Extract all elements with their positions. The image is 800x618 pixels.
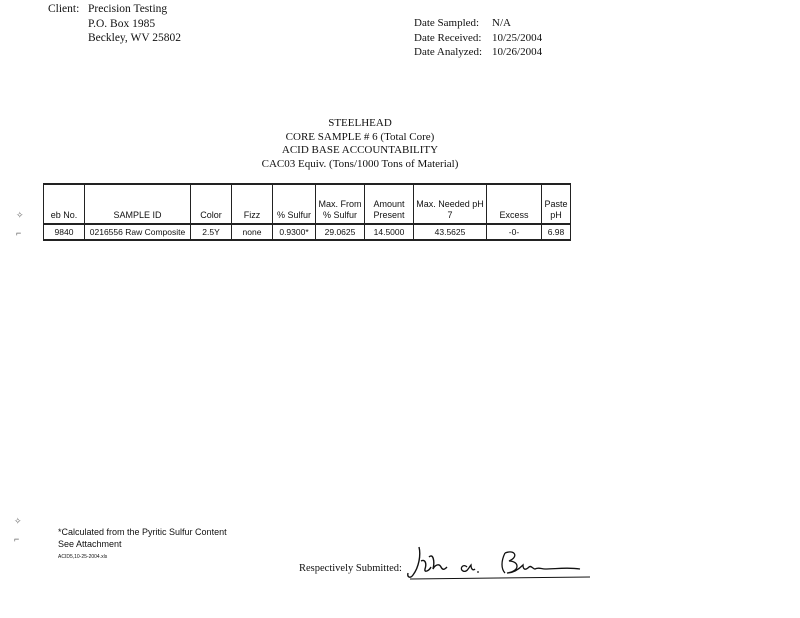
- col-paste-ph: Paste pH: [542, 184, 571, 224]
- col-fizz: Fizz: [232, 184, 273, 224]
- client-address-line-2: Beckley, WV 25802: [88, 32, 182, 44]
- footnote-line-2: See Attachment: [58, 538, 122, 549]
- margin-mark: ✧: [14, 516, 22, 526]
- table-header-row: [44, 184, 571, 224]
- col-sulfur: % Sulfur: [273, 184, 316, 224]
- submitted-label: Respectively Submitted:: [299, 563, 402, 574]
- date-block: [414, 16, 542, 60]
- col-amount-present: Amount Present: [365, 184, 414, 224]
- col-color: Color: [191, 184, 232, 224]
- client-block: [48, 2, 181, 46]
- margin-mark: ⌐: [16, 228, 22, 238]
- cell-max-from-sulfur: 29.0625: [316, 224, 365, 240]
- margin-mark: ⌐: [14, 534, 20, 544]
- date-sampled-label: Date Sampled:: [414, 17, 480, 29]
- margin-mark: ✧: [16, 210, 24, 220]
- project-title: STEELHEAD: [328, 117, 392, 129]
- file-reference: ACID5,10-25-2004.xls: [58, 554, 108, 560]
- col-sample-id: SAMPLE ID: [85, 184, 191, 224]
- date-sampled-value: N/A: [492, 17, 511, 29]
- client-label: Client:: [48, 3, 80, 15]
- cell-sample-id: 0216556 Raw Composite: [85, 224, 191, 240]
- footnote-line-1: *Calculated from the Pyritic Sulfur Content: [58, 527, 227, 537]
- report-title-block: [160, 117, 560, 171]
- cell-lab-no: 9840: [44, 224, 85, 240]
- date-received-label: Date Received:: [414, 31, 482, 44]
- signature-image: [405, 543, 595, 583]
- cell-fizz: none: [232, 224, 273, 240]
- units-title: CAC03 Equiv. (Tons/1000 Tons of Material): [261, 157, 459, 170]
- date-analyzed-label: Date Analyzed:: [414, 46, 483, 58]
- col-excess: Excess: [487, 184, 542, 224]
- col-lab-no: eb No.: [44, 184, 85, 224]
- col-max-needed: Max. Needed pH 7: [414, 184, 487, 224]
- client-address-line-1: P.O. Box 1985: [88, 17, 156, 30]
- cell-color: 2.5Y: [191, 224, 232, 240]
- cell-max-needed: 43.5625: [414, 224, 487, 240]
- report-type-title: ACID BASE ACCOUNTABILITY: [281, 144, 439, 156]
- sample-title: CORE SAMPLE # 6 (Total Core): [285, 130, 435, 143]
- client-name: Precision Testing: [88, 3, 168, 15]
- acid-base-table: [43, 183, 571, 241]
- date-received-value: 10/25/2004: [492, 31, 543, 44]
- table-row: [44, 224, 571, 240]
- cell-paste-ph: 6.98: [542, 224, 571, 240]
- date-analyzed-value: 10/26/2004: [492, 46, 543, 58]
- cell-amount-present: 14.5000: [365, 224, 414, 240]
- col-max-from-sulfur: Max. From % Sulfur: [316, 184, 365, 224]
- footnote-block: [58, 527, 227, 564]
- cell-sulfur: 0.9300*: [273, 224, 316, 240]
- cell-excess: -0-: [487, 224, 542, 240]
